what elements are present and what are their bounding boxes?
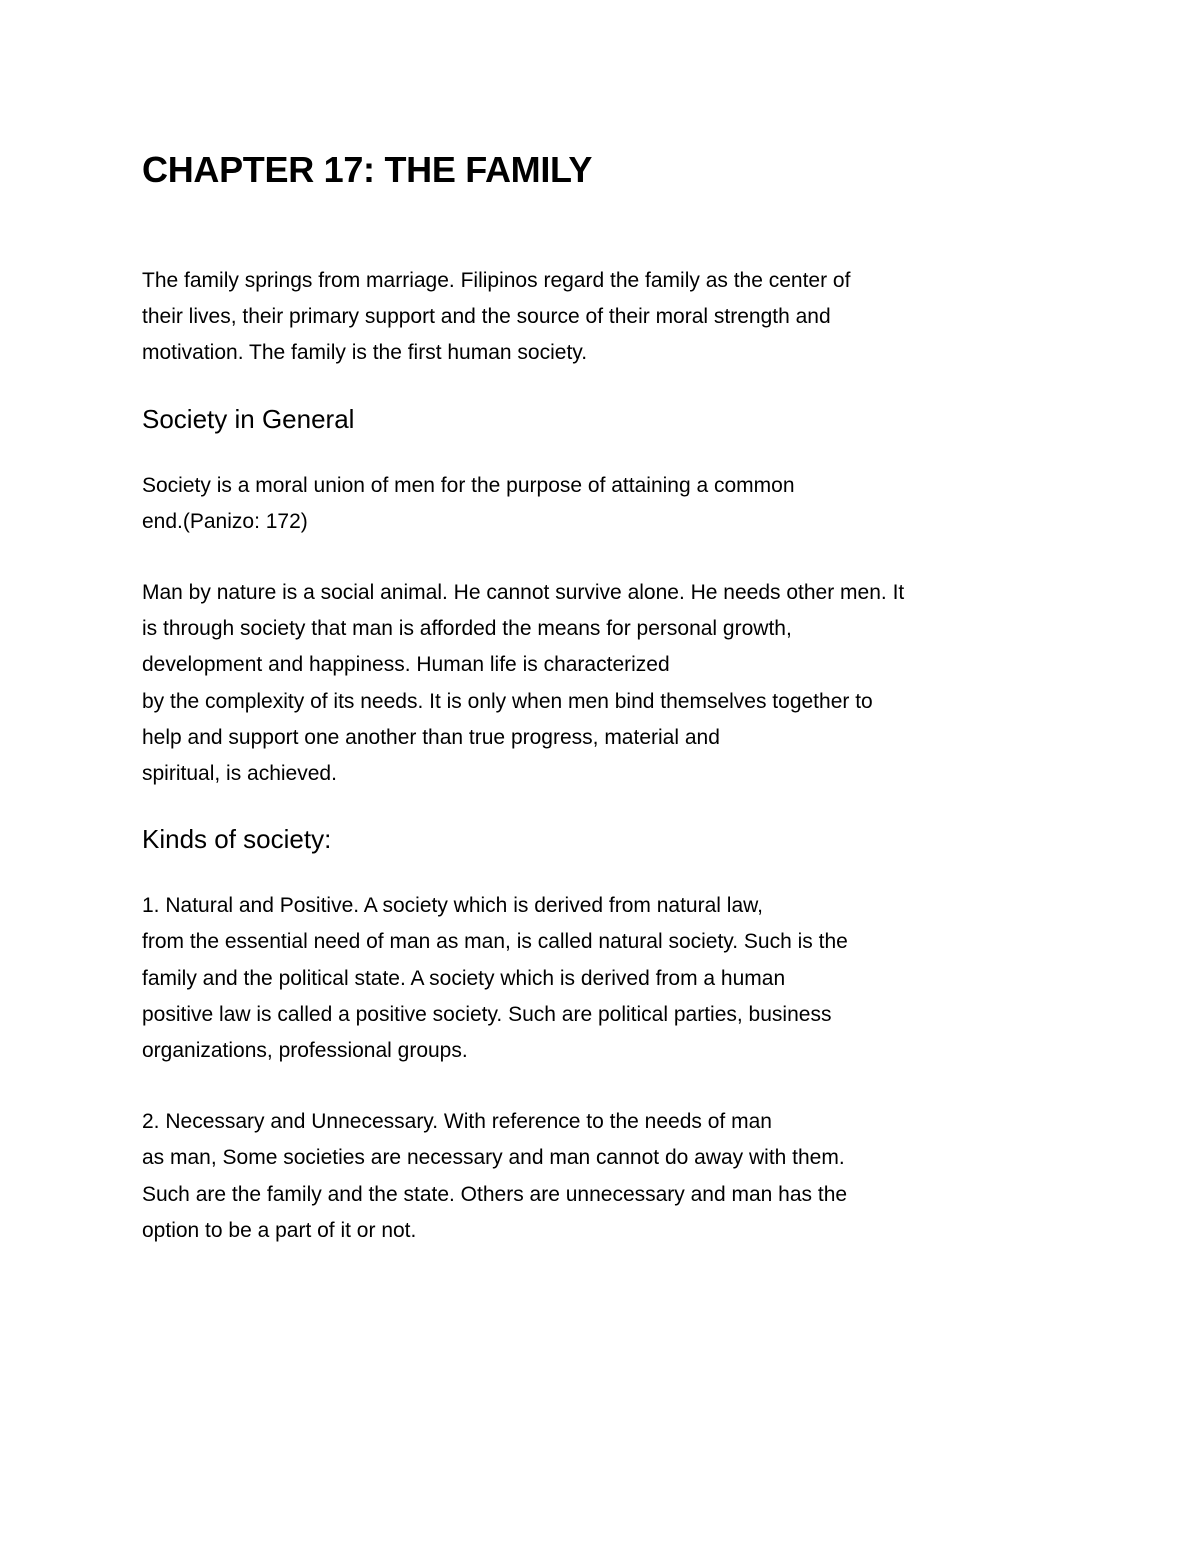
intro-line: The family springs from marriage. Filipinos regard the family as the center of	[142, 269, 851, 292]
definition-line: Society is a moral union of men for the purpose of attaining a common	[142, 473, 795, 497]
nature-line: spiritual, is achieved.	[142, 762, 337, 786]
nature-line: by the complexity of its needs. It is only when men bind themselves together to	[142, 689, 873, 713]
intro-line: their lives, their primary support and the source of their moral strength and	[142, 305, 831, 329]
kind-necessary-unnecessary-paragraph	[142, 1104, 1062, 1249]
kind1-line: organizations, professional groups.	[142, 1039, 468, 1063]
kind2-line: option to be a part of it or not.	[142, 1218, 417, 1242]
nature-line: help and support one another than true progress, material and	[142, 725, 720, 749]
kind1-line: family and the political state. A society which is derived from a human	[142, 966, 786, 990]
section-heading-society: Society in General	[142, 403, 355, 434]
society-definition-paragraph	[142, 468, 1062, 540]
kind2-line: 2. Necessary and Unnecessary. With reference to the needs of man	[142, 1110, 772, 1134]
intro-paragraph	[142, 263, 1062, 372]
kind1-line: from the essential need of man as man, is called natural society. Such is the	[142, 930, 848, 954]
nature-line: Man by nature is a social animal. He cannot survive alone. He needs other men. It	[142, 581, 905, 605]
nature-line: development and happiness. Human life is characterized	[142, 653, 670, 677]
section-heading-kinds: Kinds of society:	[142, 824, 332, 855]
definition-line: end.(Panizo: 172)	[142, 509, 308, 533]
document-body	[142, 148, 1062, 1249]
social-nature-paragraph	[142, 575, 1062, 792]
kind2-line: as man, Some societies are necessary and man cannot do away with them.	[142, 1146, 845, 1170]
chapter-title: CHAPTER 17: THE FAMILY	[142, 149, 593, 190]
kind2-line: Such are the family and the state. Others are unnecessary and man has the	[142, 1182, 848, 1206]
kind1-line: positive law is called a positive society. Such are political parties, business	[142, 1002, 832, 1026]
nature-line: is through society that man is afforded the means for personal growth,	[142, 617, 792, 641]
intro-line: motivation. The family is the first human society.	[142, 341, 588, 365]
kind1-line: 1. Natural and Positive. A society which is derived from natural law,	[142, 894, 763, 918]
kind-natural-positive-paragraph	[142, 888, 1062, 1069]
